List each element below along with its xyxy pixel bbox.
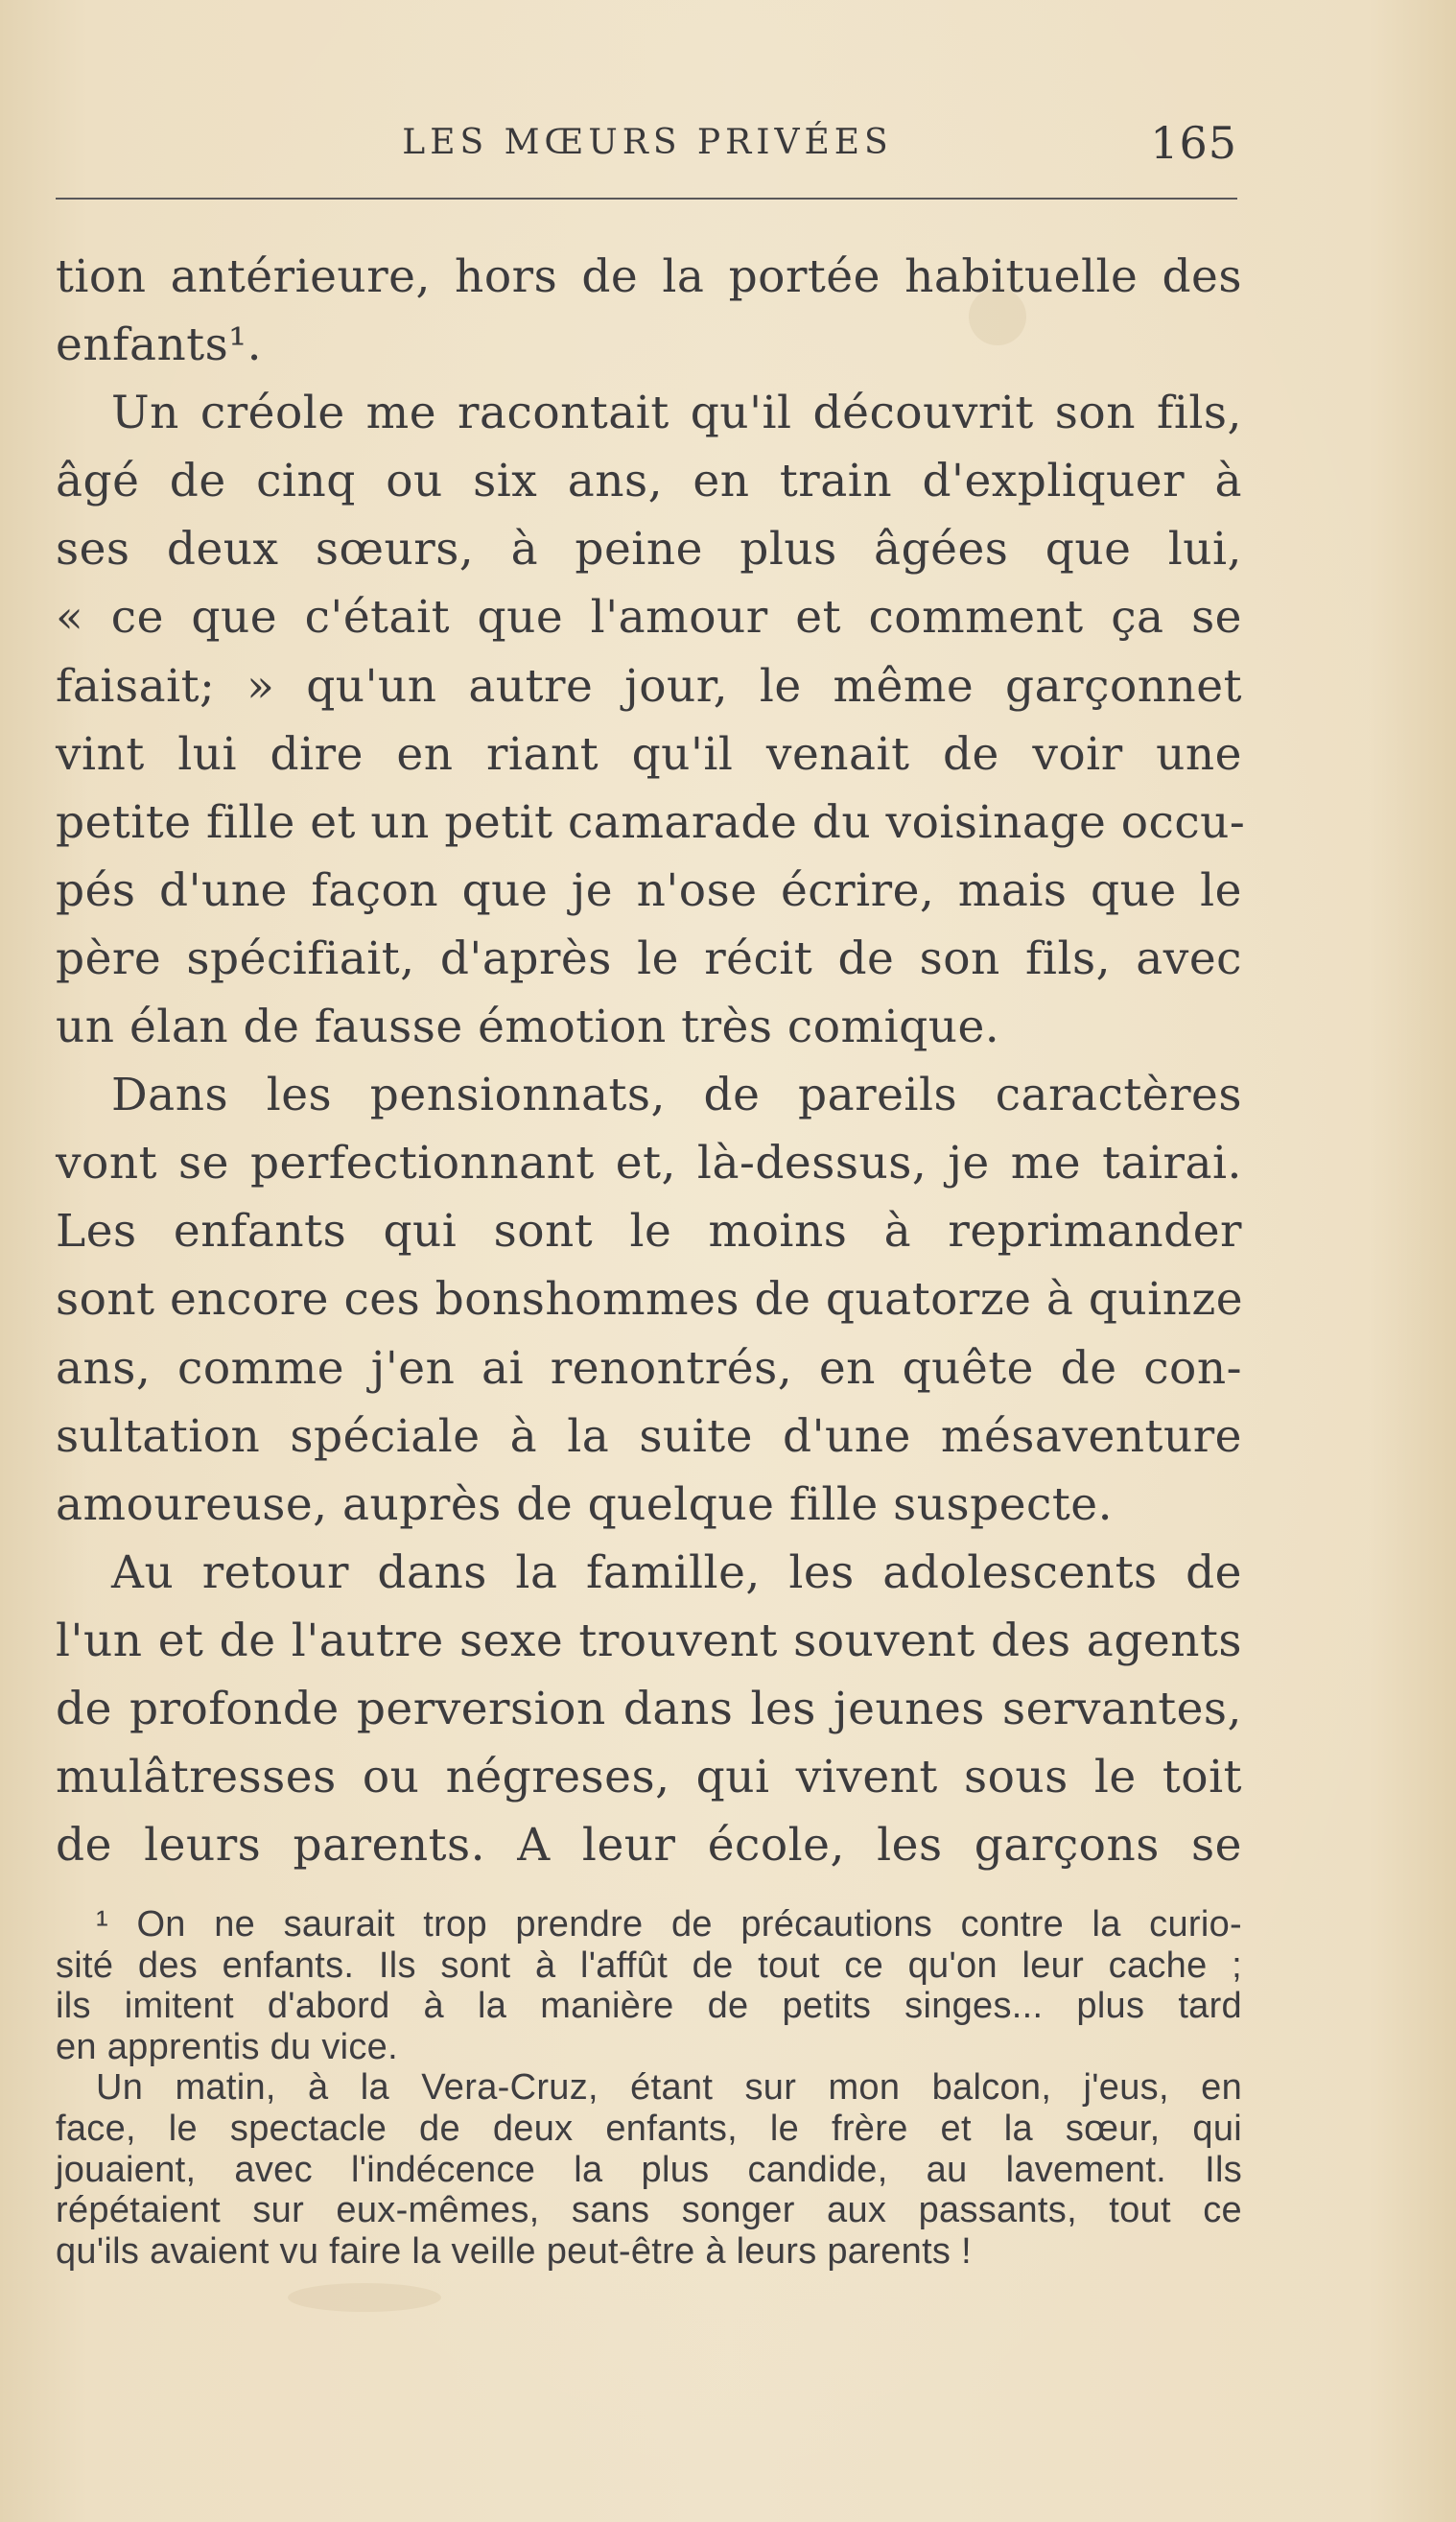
text-line: Un créole me racontait qu'il découvrit son fils, [111,387,1242,440]
text-line: de profonde perversion dans les jeunes servantes, [56,1682,1242,1735]
text-line: sultation spéciale à la suite d'une mésaventure [56,1409,1242,1463]
footnote-line: sité des enfants. Ils sont à l'affût de tout ce qu'on leur cache ; [56,1945,1242,1986]
text-line: de leurs parents. A leur école, les garçons se [56,1819,1242,1873]
paper-stain [288,2283,441,2312]
text-line: petite fille et un petit camarade du voisinage occu- [56,795,1246,849]
text-line: Au retour dans la famille, les adolescents de [111,1545,1242,1599]
text-line: mulâtresses ou négreses, qui vivent sous le toit [56,1751,1242,1804]
footnote-line: face, le spectacle de deux enfants, le frère et la sœur, qui [56,2108,1242,2149]
text-line: vint lui dire en riant qu'il venait de voir une [56,727,1242,781]
text-line: pés d'une façon que je n'ose écrire, mais que le [56,863,1242,917]
text-line: âgé de cinq ou six ans, en train d'expliquer à [56,455,1242,508]
text-line: faisait; » qu'un autre jour, le même garçonnet [56,659,1242,713]
footnote-line: jouaient, avec l'indécence la plus candide, au lavement. Ils [56,2149,1242,2190]
text-line: l'un et de l'autre sexe trouvent souvent des agents [56,1614,1242,1667]
page-header [58,117,1237,171]
header-rule [56,198,1237,200]
text-line: père spécifiait, d'après le récit de son fils, avec [56,931,1242,985]
text-line: « ce que c'était que l'amour et comment ça se [56,591,1242,645]
footnote-line: ¹ On ne saurait trop prendre de précautions contre la curio- [96,1904,1242,1945]
text-line: sont encore ces bonshommes de quatorze à quinze [56,1273,1244,1327]
text-line: vont se perfectionnant et, là-dessus, je me tairai. [56,1137,1242,1190]
footnote-line: ils imitent d'abord à la manière de petits singes... plus tard [56,1986,1242,2027]
text-line: tion antérieure, hors de la portée habituelle des [56,250,1242,303]
text-line: un élan de fausse émotion très comique. [56,1001,1000,1054]
text-line: amoureuse, auprès de quelque fille suspecte. [56,1477,1114,1531]
footnote-line: répétaient sur eux-mêmes, sans songer aux passants, tout ce [56,2190,1242,2231]
text-line: enfants¹. [56,318,263,372]
footnotes [56,1904,1242,2272]
text-line: Les enfants qui sont le moins à reprimander [56,1205,1242,1259]
footnote-line: Un matin, à la Vera-Cruz, étant sur mon balcon, j'eus, en [96,2067,1242,2109]
text-line: ses deux sœurs, à peine plus âgées que lui, [56,523,1242,577]
footnote-line: en apprentis du vice. [56,2026,398,2067]
body-text [56,243,1246,1879]
page-number: 165 [1150,117,1237,169]
footnote-line: qu'ils avaient vu faire la veille peut-être à leurs parents ! [56,2230,972,2272]
text-line: ans, comme j'en ai renontrés, en quête de con- [56,1341,1242,1395]
text-line: Dans les pensionnats, de pareils caractères [111,1069,1242,1122]
running-title: LES MŒURS PRIVÉES [402,123,893,162]
